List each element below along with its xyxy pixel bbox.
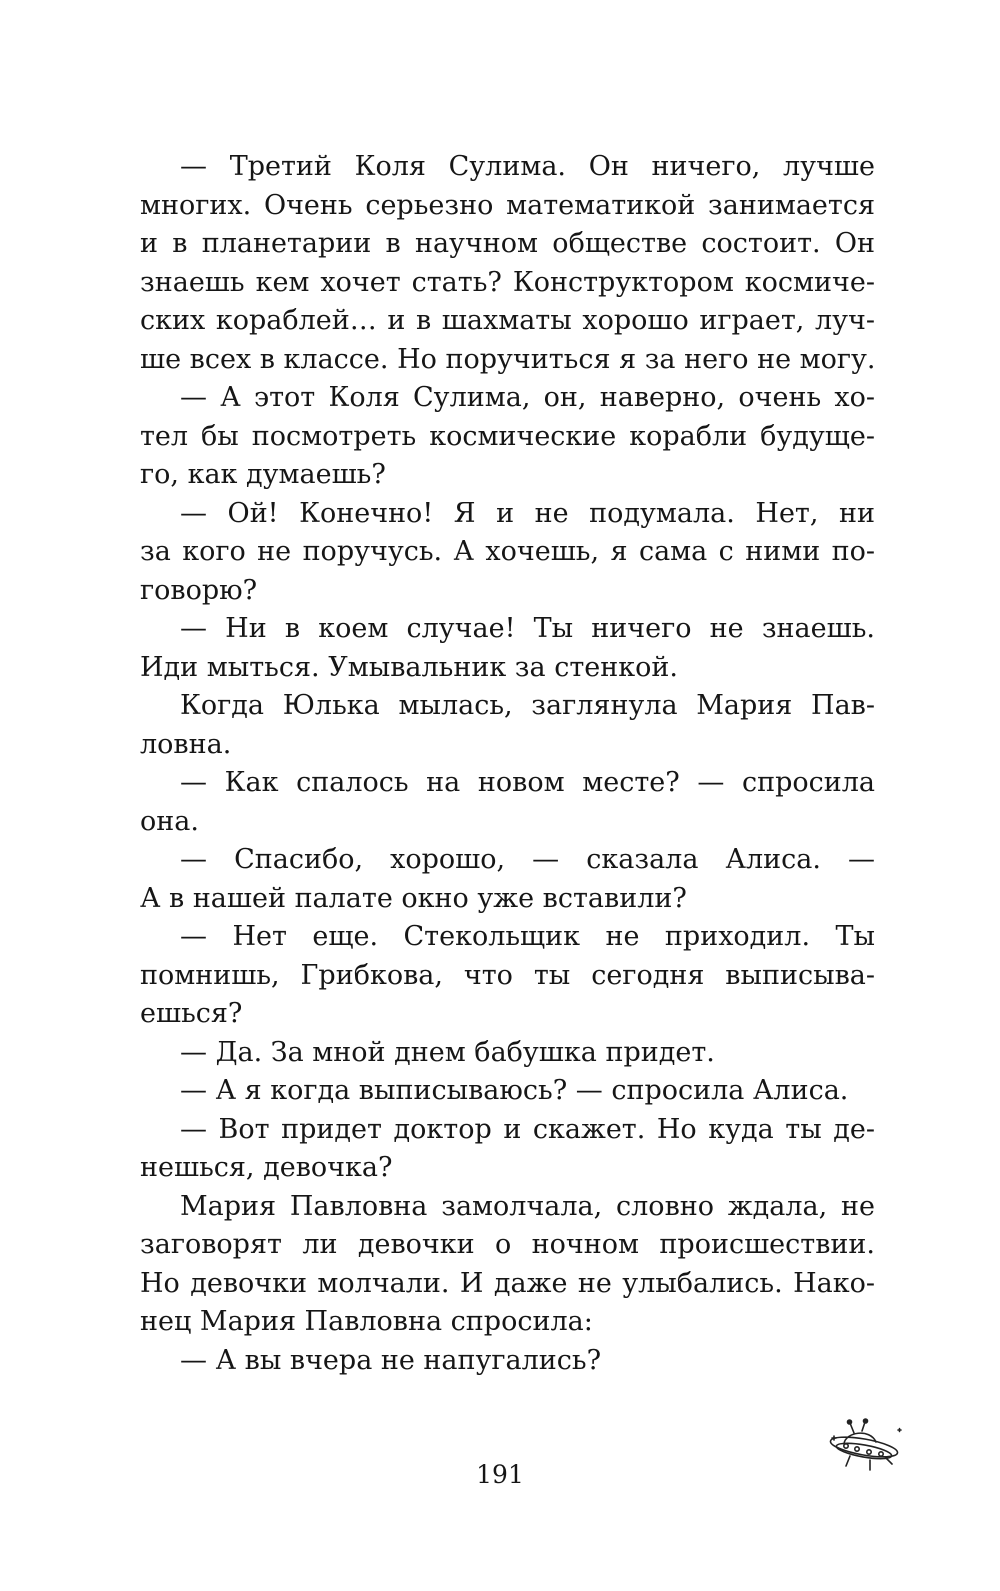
text-line: ешься? — [140, 998, 243, 1029]
text-line: — А вы вчера не напугались? — [180, 1344, 602, 1376]
text-line: — Ой! Конечно! Я и не подумала. Нет, ни — [180, 497, 875, 529]
text-line: — Вот придет доктор и скажет. Но куда ты де- — [180, 1113, 875, 1145]
text-line: знаешь кем хочет стать? Конструктором космиче- — [140, 266, 875, 298]
text-line: — Третий Коля Сулима. Он ничего, лучше — [180, 151, 875, 182]
text-line: Когда Юлька мылась, заглянула Мария Пав- — [180, 690, 875, 721]
text-line: помнишь, Грибкова, что ты сегодня выписыва- — [140, 959, 875, 991]
text-line: Мария Павловна замолчала, словно ждала, не — [180, 1190, 875, 1222]
text-line: нешься, девочка? — [140, 1152, 393, 1183]
text-line: нец Мария Павловна спросила: — [140, 1306, 593, 1337]
text-line: она. — [140, 805, 199, 837]
text-line: тел бы посмотреть космические корабли будуще- — [140, 420, 875, 452]
text-line: ше всех в классе. Но поручиться я за него не могу. — [140, 343, 876, 375]
text-line: — Спасибо, хорошо, — сказала Алиса. — — [180, 844, 875, 875]
text-line: — Нет еще. Стекольщик не приходил. Ты — [180, 921, 875, 952]
text-line: ловна. — [140, 728, 232, 760]
text-line: — А этот Коля Сулима, он, наверно, очень хо- — [180, 382, 875, 413]
text-line: за кого не поручусь. А хочешь, я сама с ними по- — [140, 536, 875, 567]
text-line: — Как спалось на новом месте? — спросила — [180, 767, 875, 798]
text-line: — Ни в коем случае! Ты ничего не знаешь. — [180, 613, 875, 644]
text-line: заговорят ли девочки о ночном происшествии. — [140, 1229, 875, 1260]
text-line: го, как думаешь? — [140, 459, 386, 490]
text-line: и в планетарии в научном обществе состоит. Он — [140, 228, 875, 259]
text-line: многих. Очень серьезно математикой занимается — [140, 189, 875, 221]
text-line: ских кораблей… и в шахматы хорошо играет, луч- — [140, 305, 875, 336]
text-line: Иди мыться. Умывальник за стенкой. — [140, 651, 678, 683]
text-line: — Да. За мной днем бабушка придет. — [180, 1036, 715, 1068]
page-number: 191 — [476, 1460, 524, 1489]
text-line: — А я когда выписываюсь? — спросила Алиса. — [180, 1075, 849, 1106]
text-line: говорю? — [140, 574, 258, 606]
text-line: Но девочки молчали. И даже не улыбались. Нако- — [140, 1267, 875, 1299]
page-text — [140, 148, 875, 1380]
text-line: А в нашей палате окно уже вставили? — [140, 882, 687, 914]
